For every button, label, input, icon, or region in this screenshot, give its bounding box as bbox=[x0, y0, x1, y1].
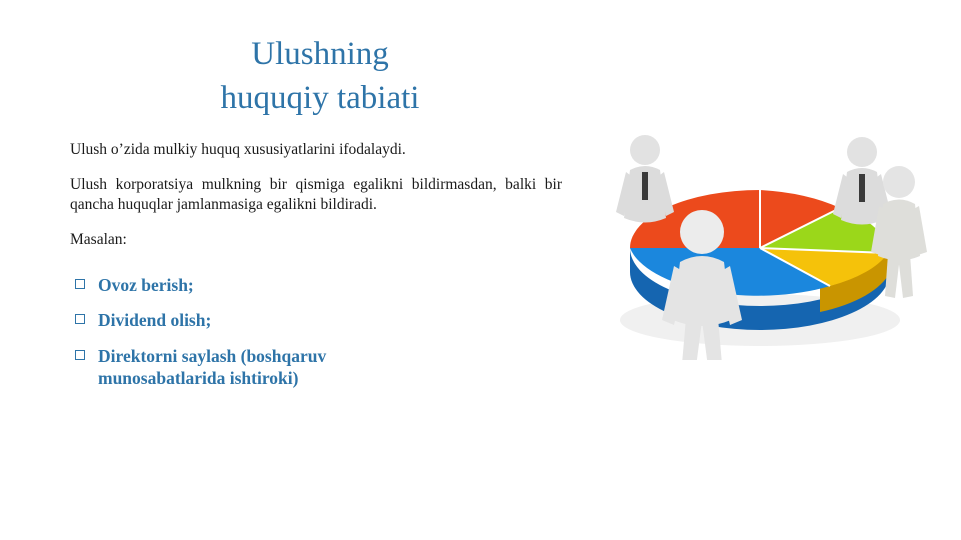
paragraph-2: Ulush korporatsiya mulkning bir qismiga egalikni bildirmasdan, balki bir qancha huquqlar jamlanmasiga egalikni bildiradi. bbox=[70, 175, 562, 214]
paragraph-1: Ulush o’zida mulkiy huquq xususiyatlarini ifodalaydi. bbox=[70, 141, 406, 158]
bullet-word-2: saylash bbox=[181, 345, 237, 366]
pie-chart-illustration bbox=[600, 120, 940, 360]
paragraph-3: Masalan: bbox=[70, 230, 127, 248]
bullet-word-3: (boshqaruv bbox=[240, 345, 327, 366]
bullet-list bbox=[70, 274, 570, 390]
checkbox-bullet-icon bbox=[75, 350, 85, 360]
list-item bbox=[70, 274, 570, 296]
figure-back-left bbox=[616, 135, 674, 223]
checkbox-bullet-icon bbox=[75, 279, 85, 289]
title-line-2: huquqiy tabiati bbox=[220, 80, 420, 117]
bullet-label: Dividend olish; bbox=[98, 310, 212, 331]
list-item bbox=[70, 345, 570, 390]
body-text bbox=[70, 140, 562, 263]
bullet-word-1: Direktorni bbox=[98, 345, 178, 366]
bullet-label: Ovoz berish; bbox=[98, 275, 194, 295]
checkbox-bullet-icon bbox=[75, 314, 85, 324]
bullet-label-line-1 bbox=[98, 345, 570, 367]
list-item bbox=[70, 309, 570, 331]
page-title bbox=[60, 32, 580, 120]
title-line-1: Ulushning bbox=[251, 36, 389, 72]
bullet-label-line-2: munosabatlarida ishtiroki) bbox=[98, 368, 299, 389]
